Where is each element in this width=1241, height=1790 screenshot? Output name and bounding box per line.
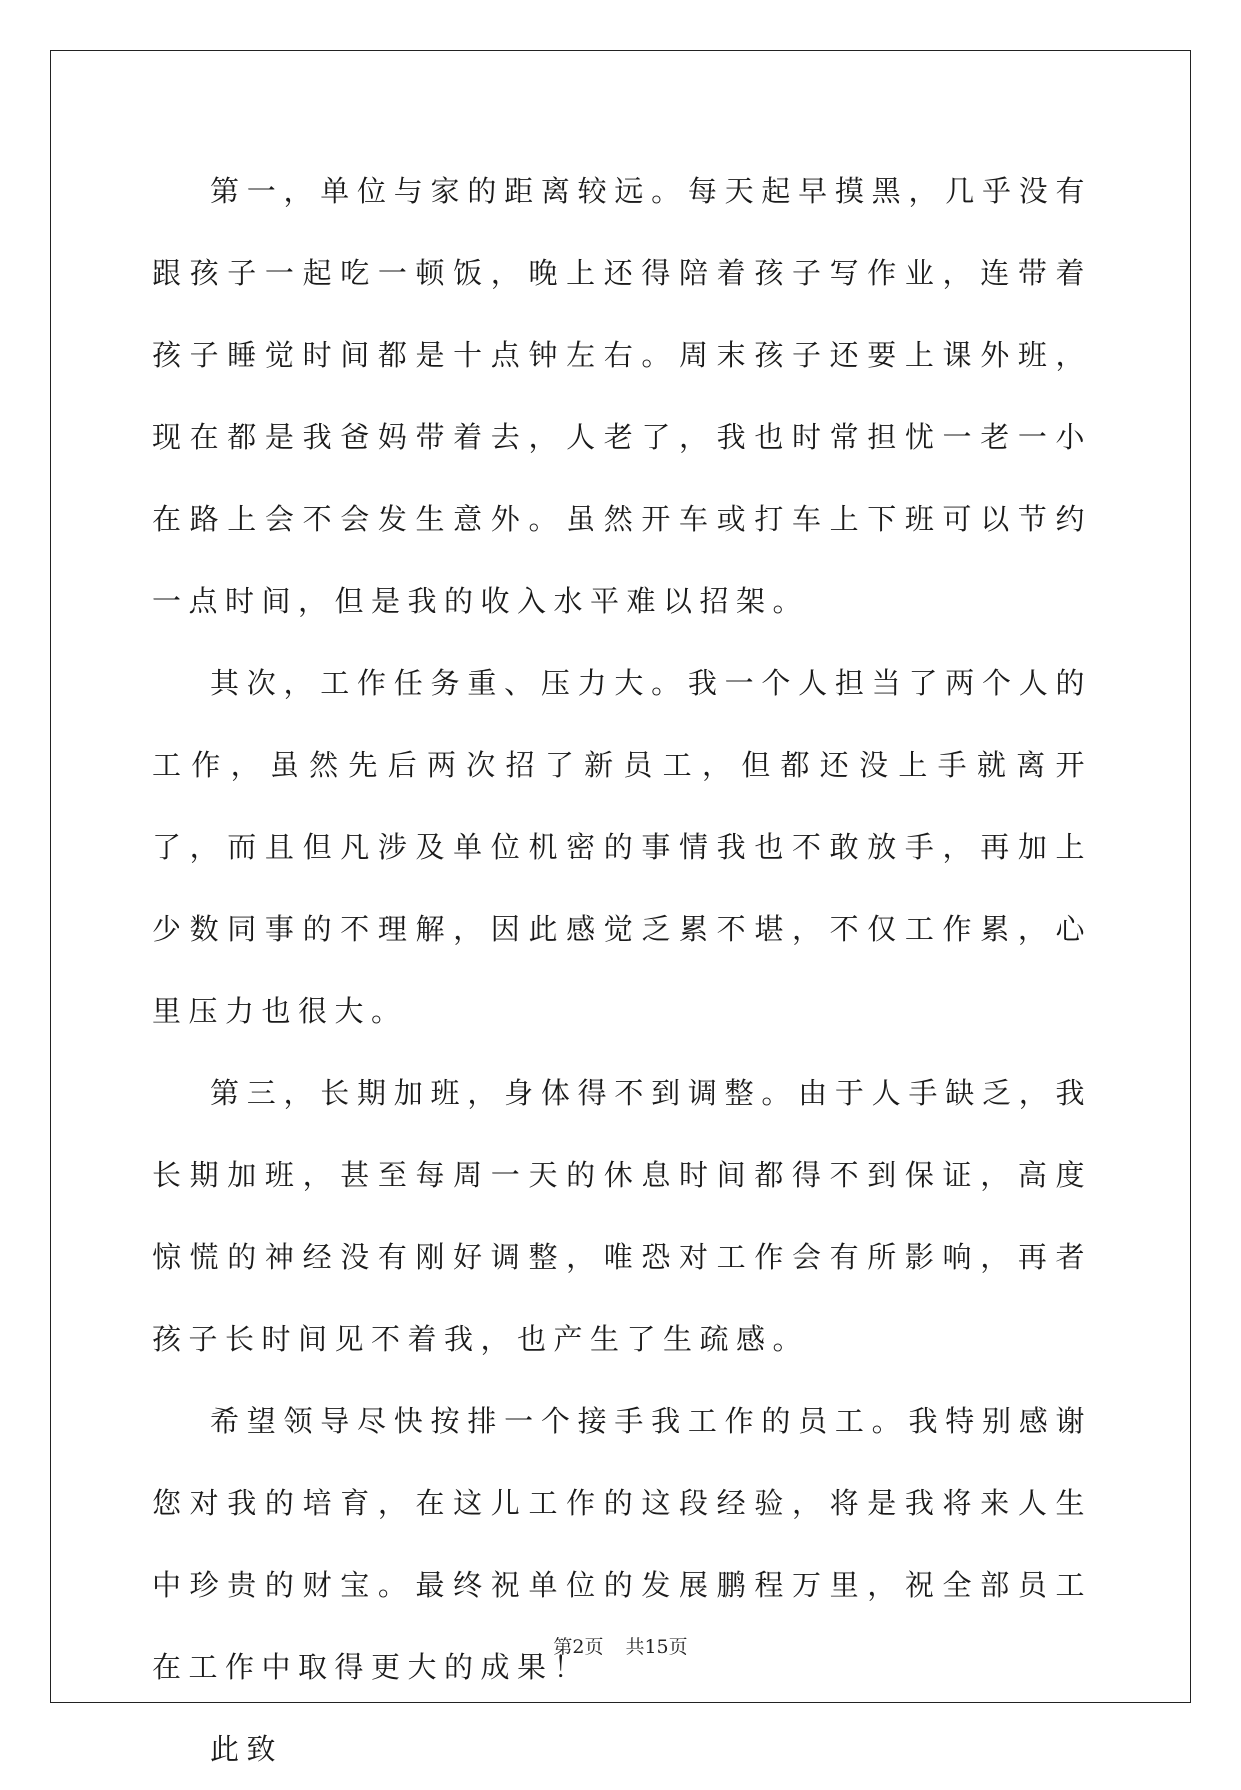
page-number: 第2页 <box>553 1636 604 1658</box>
paragraph-first-reason: 第一，单位与家的距离较远。每天起早摸黑，几乎没有跟孩子一起吃一顿饭，晚上还得陪着孩子写作业，连带着孩子睡觉时间都是十点钟左右。周末孩子还要上课外班，现在都是我爸妈带着去，人老了，我也时常担忧一老一小在路上会不会发生意外。虽然开车或打车上下班可以节约一点时间，但是我的收入水平难以招架。 <box>152 174 1092 618</box>
paragraph-closing-wish: 希望领导尽快按排一个接手我工作的员工。我特别感谢您对我的培育，在这儿工作的这段经验，将是我将来人生中珍贵的财宝。最终祝单位的发展鹏程万里，祝全部员工在工作中取得更大的成果！ <box>152 1404 1092 1684</box>
letter-body <box>152 150 1092 1790</box>
page-total: 共15页 <box>625 1636 688 1658</box>
paragraph-salutation: 此致 <box>210 1732 284 1766</box>
paragraph-third-reason: 第三，长期加班，身体得不到调整。由于人手缺乏，我长期加班，甚至每周一天的休息时间都得不到保证，高度惊慌的神经没有刚好调整，唯恐对工作会有所影响，再者孩子长时间见不着我，也产生了生疏感。 <box>152 1076 1092 1356</box>
paragraph-second-reason: 其次，工作任务重、压力大。我一个人担当了两个人的工作，虽然先后两次招了新员工，但都还没上手就离开了，而且但凡涉及单位机密的事情我也不敢放手，再加上少数同事的不理解，因此感觉乏累不堪，不仅工作累，心里压力也很大。 <box>152 666 1092 1028</box>
page-footer <box>0 1632 1241 1659</box>
